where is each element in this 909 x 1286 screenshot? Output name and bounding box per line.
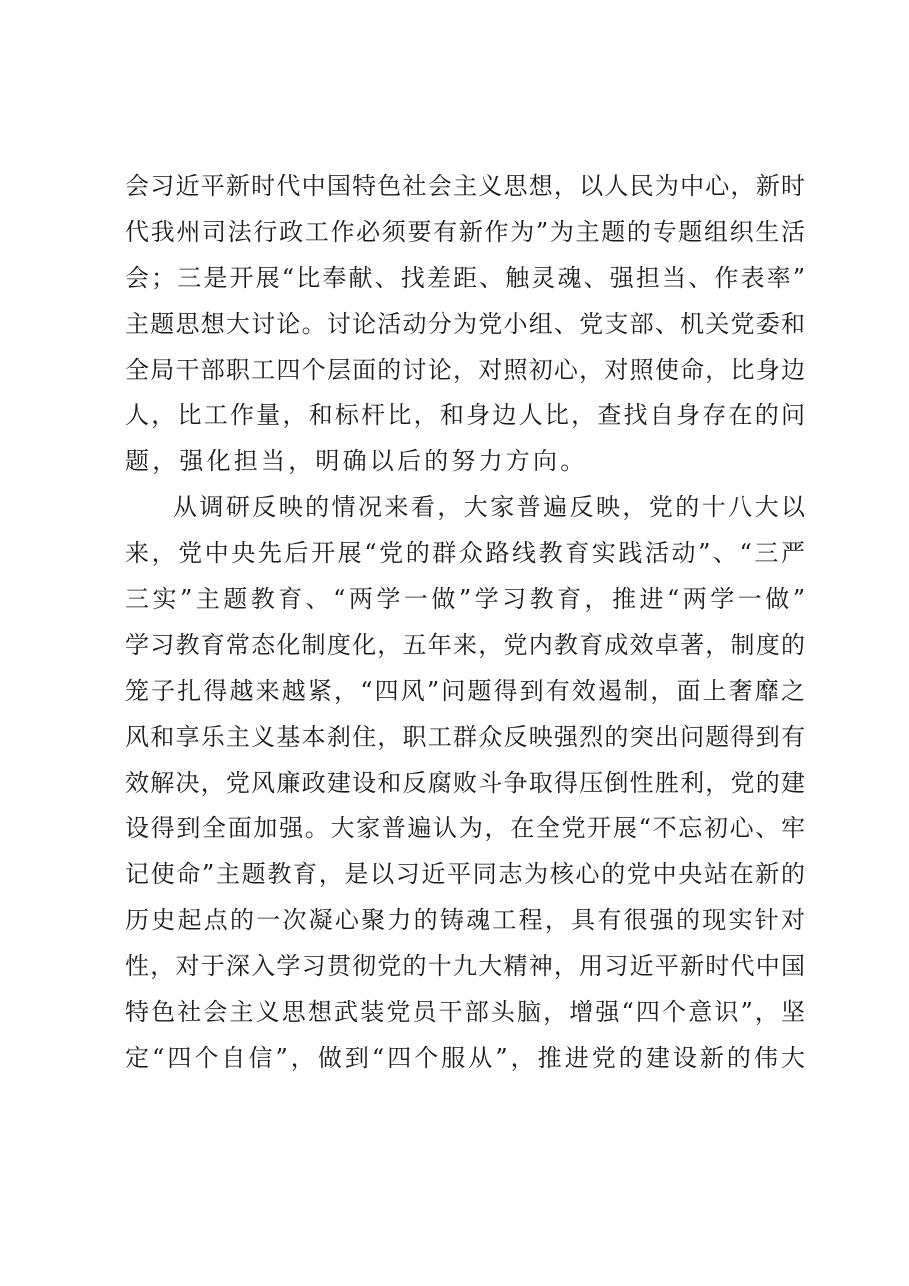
text-line: 来，党中央先后开展“党的群众路线教育实践活动”、“三严: [125, 539, 805, 568]
text-line: 记使命”主题教育，是以习近平同志为核心的党中央站在新的: [125, 860, 805, 889]
text-line: 会习近平新时代中国特色社会主义思想，以人民为中心，新时: [125, 172, 805, 200]
text-line: 三实”主题教育、“两学一做”学习教育，推进“两学一做”: [125, 585, 805, 614]
text-line: 全局干部职工四个层面的讨论，对照初心，对照使命，比身边: [125, 355, 805, 384]
text-line: 主题思想大讨论。讨论活动分为党小组、党支部、机关党委和: [125, 309, 805, 338]
body-text: [125, 164, 805, 1128]
text-line: 从调研反映的情况来看，大家普遍反映，党的十八大以: [173, 493, 805, 522]
text-line: 笼子扎得越来越紧，“四风”问题得到有效遏制，面上奢靡之: [125, 676, 805, 705]
text-line: 代我州司法行政工作必须要有新作为”为主题的专题组织生活: [125, 217, 805, 246]
text-line: 定“四个自信”，做到“四个服从”，推进党的建设新的伟大: [125, 1043, 805, 1072]
paragraph-1: [125, 164, 805, 485]
text-line: 效解决，党风廉政建设和反腐败斗争取得压倒性胜利，党的建: [125, 768, 805, 797]
text-line: 设得到全面加强。大家普遍认为，在全党开展“不忘初心、牢: [125, 814, 805, 843]
text-line: 历史起点的一次凝心聚力的铸魂工程，具有很强的现实针对: [125, 906, 805, 935]
paragraph-2: [125, 485, 805, 1127]
text-line: 性，对于深入学习贯彻党的十九大精神，用习近平新时代中国: [125, 952, 805, 981]
text-line: 特色社会主义思想武装党员干部头脑，增强“四个意识”，坚: [125, 998, 805, 1027]
text-line: 人，比工作量，和标杆比，和身边人比，查找自身存在的问: [125, 401, 805, 430]
text-line: 学习教育常态化制度化，五年来，党内教育成效卓著，制度的: [125, 630, 805, 659]
text-line: 题，强化担当，明确以后的努力方向。: [125, 447, 588, 476]
text-line: 风和享乐主义基本刹住，职工群众反映强烈的突出问题得到有: [125, 722, 805, 751]
text-line: [125, 1082, 805, 1128]
text-line: 会；三是开展“比奉献、找差距、触灵魂、强担当、作表率”: [125, 263, 805, 292]
